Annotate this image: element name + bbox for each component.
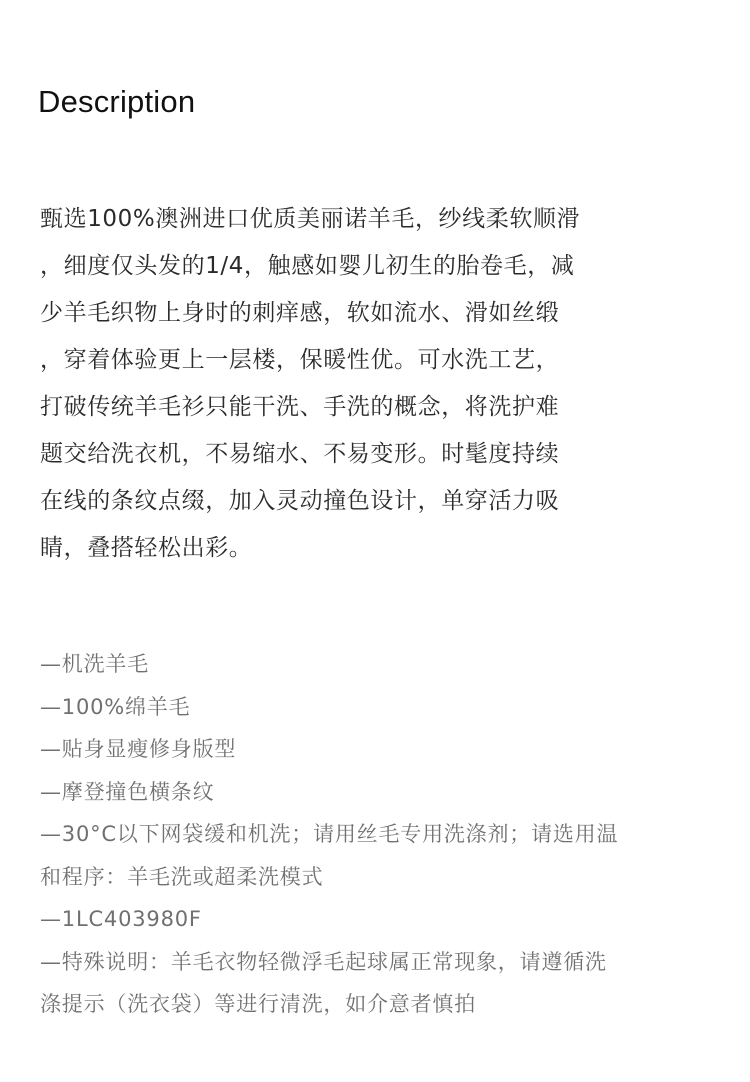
feature-item: —特殊说明：羊毛衣物轻微浮毛起球属正常现象，请遵循洗 xyxy=(40,949,607,974)
description-paragraph xyxy=(40,196,690,572)
section-title: Description xyxy=(38,84,196,119)
description-line: 甄选100%澳洲进口优质美丽诺羊毛，纱线柔软顺滑 xyxy=(40,206,581,232)
description-line: 睛，叠搭轻松出彩。 xyxy=(40,535,253,561)
feature-item: —摩登撞色横条纹 xyxy=(40,779,215,804)
feature-item: —机洗羊毛 xyxy=(40,652,149,676)
feature-list xyxy=(40,643,710,1026)
description-line: 打破传统羊毛衫只能干洗、手洗的概念，将洗护难 xyxy=(40,394,560,420)
description-line: ，细度仅头发的1/4，触感如婴儿初生的胎卷毛，减 xyxy=(40,253,575,279)
feature-item: —100%绵羊毛 xyxy=(40,694,191,719)
description-line: 在线的条纹点缀，加入灵动撞色设计，单穿活力吸 xyxy=(40,488,560,514)
description-line: 题交给洗衣机，不易缩水、不易变形。时髦度持续 xyxy=(40,441,560,467)
description-line: 少羊毛织物上身时的刺痒感，软如流水、滑如丝缎 xyxy=(40,300,560,326)
feature-item: —贴身显瘦修身版型 xyxy=(40,737,237,761)
feature-item-continuation: 涤提示（洗衣袋）等进行清洗，如介意者慎拍 xyxy=(40,992,476,1016)
feature-item: —30°C以下网袋缓和机洗；请用丝毛专用洗涤剂；请选用温 xyxy=(40,822,619,846)
feature-item: —1LC403980F xyxy=(40,907,202,931)
feature-item-continuation: 和程序：羊毛洗或超柔洗模式 xyxy=(40,864,324,889)
description-line: ，穿着体验更上一层楼，保暖性优。可水洗工艺， xyxy=(40,347,560,373)
